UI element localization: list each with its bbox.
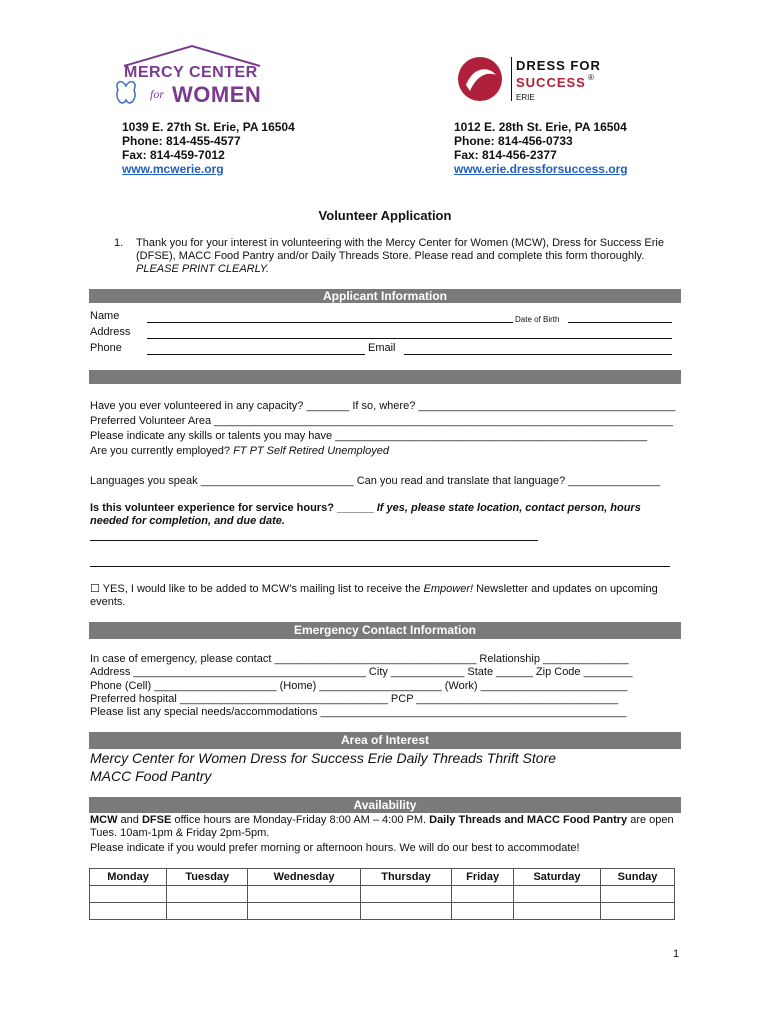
mailing-list-text: ☐ YES, I would like to be added to MCW’s mailing list to receive the (90, 583, 421, 595)
availability-cell[interactable] (248, 886, 360, 903)
intro-number: 1. (114, 237, 124, 249)
table-row (90, 903, 675, 920)
day-header-monday: Monday (90, 869, 167, 886)
mailing-list-rest: Newsletter and updates on upcoming events. (90, 583, 658, 608)
mailing-list-emphasis: Empower! (423, 583, 474, 595)
dfs-logo-line2: SUCCESS (516, 75, 586, 90)
day-header-wednesday: Wednesday (248, 869, 360, 886)
availability-office-hours: office hours are Monday-Friday 8:00 AM – 4:00 PM. (171, 814, 430, 826)
emergency-address-line[interactable]: Address ______________________________________ City ____________ State ______ Zip Code ________ (90, 666, 633, 678)
availability-cell[interactable] (513, 886, 600, 903)
day-header-sunday: Sunday (601, 869, 675, 886)
table-header-row (90, 869, 675, 886)
availability-table (89, 868, 675, 920)
question-languages[interactable]: Languages you speak _________________________ Can you read and translate that language? _______________ (90, 475, 661, 487)
contact-left-address: 1039 E. 27th St. Erie, PA 16504 (122, 120, 295, 134)
question-service-hours (90, 502, 675, 528)
contact-right-phone: Phone: 814-456-0733 (454, 134, 573, 148)
availability-cell[interactable] (167, 903, 248, 920)
availability-cell[interactable] (452, 886, 514, 903)
day-header-tuesday: Tuesday (167, 869, 248, 886)
service-hours-instructions: If yes, please state location, contact person, hours needed for completion, and due date. (90, 502, 641, 527)
intro-emphasis: PLEASE PRINT CLEARLY. (136, 263, 270, 275)
question-area[interactable]: Preferred Volunteer Area ___________________________________________________________________________ (90, 415, 673, 427)
day-header-friday: Friday (452, 869, 514, 886)
interest-options-2[interactable]: MACC Food Pantry (90, 768, 212, 784)
availability-and: and (117, 814, 142, 826)
contact-right-web-link[interactable]: www.erie.dressforsuccess.org (454, 162, 628, 176)
contact-right (454, 120, 628, 176)
mcw-logo-for: for (150, 87, 165, 101)
service-hours-label: Is this volunteer experience for service hours? ______ (90, 502, 374, 514)
dfs-divider (511, 57, 512, 101)
contact-left-fax: Fax: 814-459-7012 (122, 148, 225, 162)
availability-cell[interactable] (248, 903, 360, 920)
intro-text-block (136, 237, 666, 276)
dob-field[interactable] (568, 322, 672, 323)
name-field[interactable] (147, 322, 513, 323)
dfs-logo (456, 55, 626, 105)
day-header-thursday: Thursday (360, 869, 452, 886)
contact-right-fax: Fax: 814-456-2377 (454, 148, 557, 162)
employed-options[interactable]: FT PT Self Retired Unemployed (233, 445, 389, 457)
phone-field[interactable] (147, 354, 365, 355)
availability-cell[interactable] (360, 886, 452, 903)
service-hours-line-1[interactable] (90, 540, 538, 541)
availability-cell[interactable] (90, 886, 167, 903)
mailing-list-option[interactable] (90, 583, 682, 609)
emergency-needs-line[interactable]: Please list any special needs/accommodations __________________________________________________ (90, 706, 627, 718)
availability-header: Availability (89, 797, 681, 813)
table-row (90, 886, 675, 903)
email-label: Email (368, 342, 396, 354)
emergency-hospital-line[interactable]: Preferred hospital __________________________________ PCP _________________________________ (90, 693, 619, 705)
mcw-logo-line2: WOMEN (172, 82, 262, 107)
availability-instructions: Please indicate if you would prefer morning or afternoon hours. We will do our best to accommodate! (90, 842, 580, 854)
name-label: Name (90, 310, 120, 322)
address-field[interactable] (147, 338, 672, 339)
emergency-contact-line[interactable]: In case of emergency, please contact _________________________________ Relationship ______________ (90, 653, 629, 665)
question-skills[interactable]: Please indicate any skills or talents you may have ___________________________________________________ (90, 430, 648, 442)
question-employed (90, 445, 389, 458)
availability-cell[interactable] (452, 903, 514, 920)
contact-left-web-link[interactable]: www.mcwerie.org (122, 162, 224, 176)
phone-label: Phone (90, 342, 122, 354)
page-number: 1 (673, 948, 680, 960)
availability-pantry-hours: are open Tues. 10am-1pm & Friday 2pm-5pm. (90, 814, 674, 839)
dfs-logo-line3: ERIE (516, 93, 535, 102)
applicant-divider-bar (89, 370, 681, 384)
contact-right-address: 1012 E. 28th St. Erie, PA 16504 (454, 120, 627, 134)
availability-cell[interactable] (90, 903, 167, 920)
availability-pantry: Daily Threads and MACC Food Pantry (429, 814, 628, 826)
intro-text: Thank you for your interest in volunteering with the Mercy Center for Women (MCW), Dress for Success Erie (DFSE), MACC Food Pantry and/or Daily Threads Store. Please read and complete this form thoroughly. (136, 237, 664, 262)
mcw-logo (112, 42, 272, 120)
interest-options-1[interactable]: Mercy Center for Women Dress for Success Erie Daily Threads Thrift Store (90, 750, 557, 766)
dfs-swirl-icon (456, 55, 508, 103)
contact-left-phone: Phone: 814-455-4577 (122, 134, 241, 148)
interest-header: Area of Interest (89, 732, 681, 749)
availability-cell[interactable] (167, 886, 248, 903)
day-header-saturday: Saturday (513, 869, 600, 886)
availability-dfse: DFSE (141, 814, 172, 826)
mcw-logo-line1: MERCY CENTER (124, 64, 258, 81)
service-hours-line-2[interactable] (90, 566, 670, 567)
email-field[interactable] (404, 354, 672, 355)
availability-mcw: MCW (90, 814, 118, 826)
emergency-phone-line[interactable]: Phone (Cell) ____________________ (Home) ____________________ (Work) ________________________ (90, 680, 628, 692)
dfs-logo-reg: ® (588, 73, 594, 82)
applicant-header: Applicant Information (89, 289, 681, 303)
dob-label: Date of Birth (515, 315, 560, 324)
page-title: Volunteer Application (318, 208, 452, 223)
availability-hours (90, 814, 680, 840)
availability-cell[interactable] (513, 903, 600, 920)
question-volunteered[interactable]: Have you ever volunteered in any capacity? _______ If so, where? __________________________________________ (90, 400, 676, 412)
availability-cell[interactable] (601, 886, 675, 903)
emergency-header: Emergency Contact Information (89, 622, 681, 639)
contact-left (122, 120, 295, 176)
availability-cell[interactable] (601, 903, 675, 920)
dfs-logo-line1: DRESS FOR (516, 58, 601, 73)
employed-label: Are you currently employed? (90, 445, 231, 457)
address-label: Address (90, 326, 131, 338)
availability-cell[interactable] (360, 903, 452, 920)
